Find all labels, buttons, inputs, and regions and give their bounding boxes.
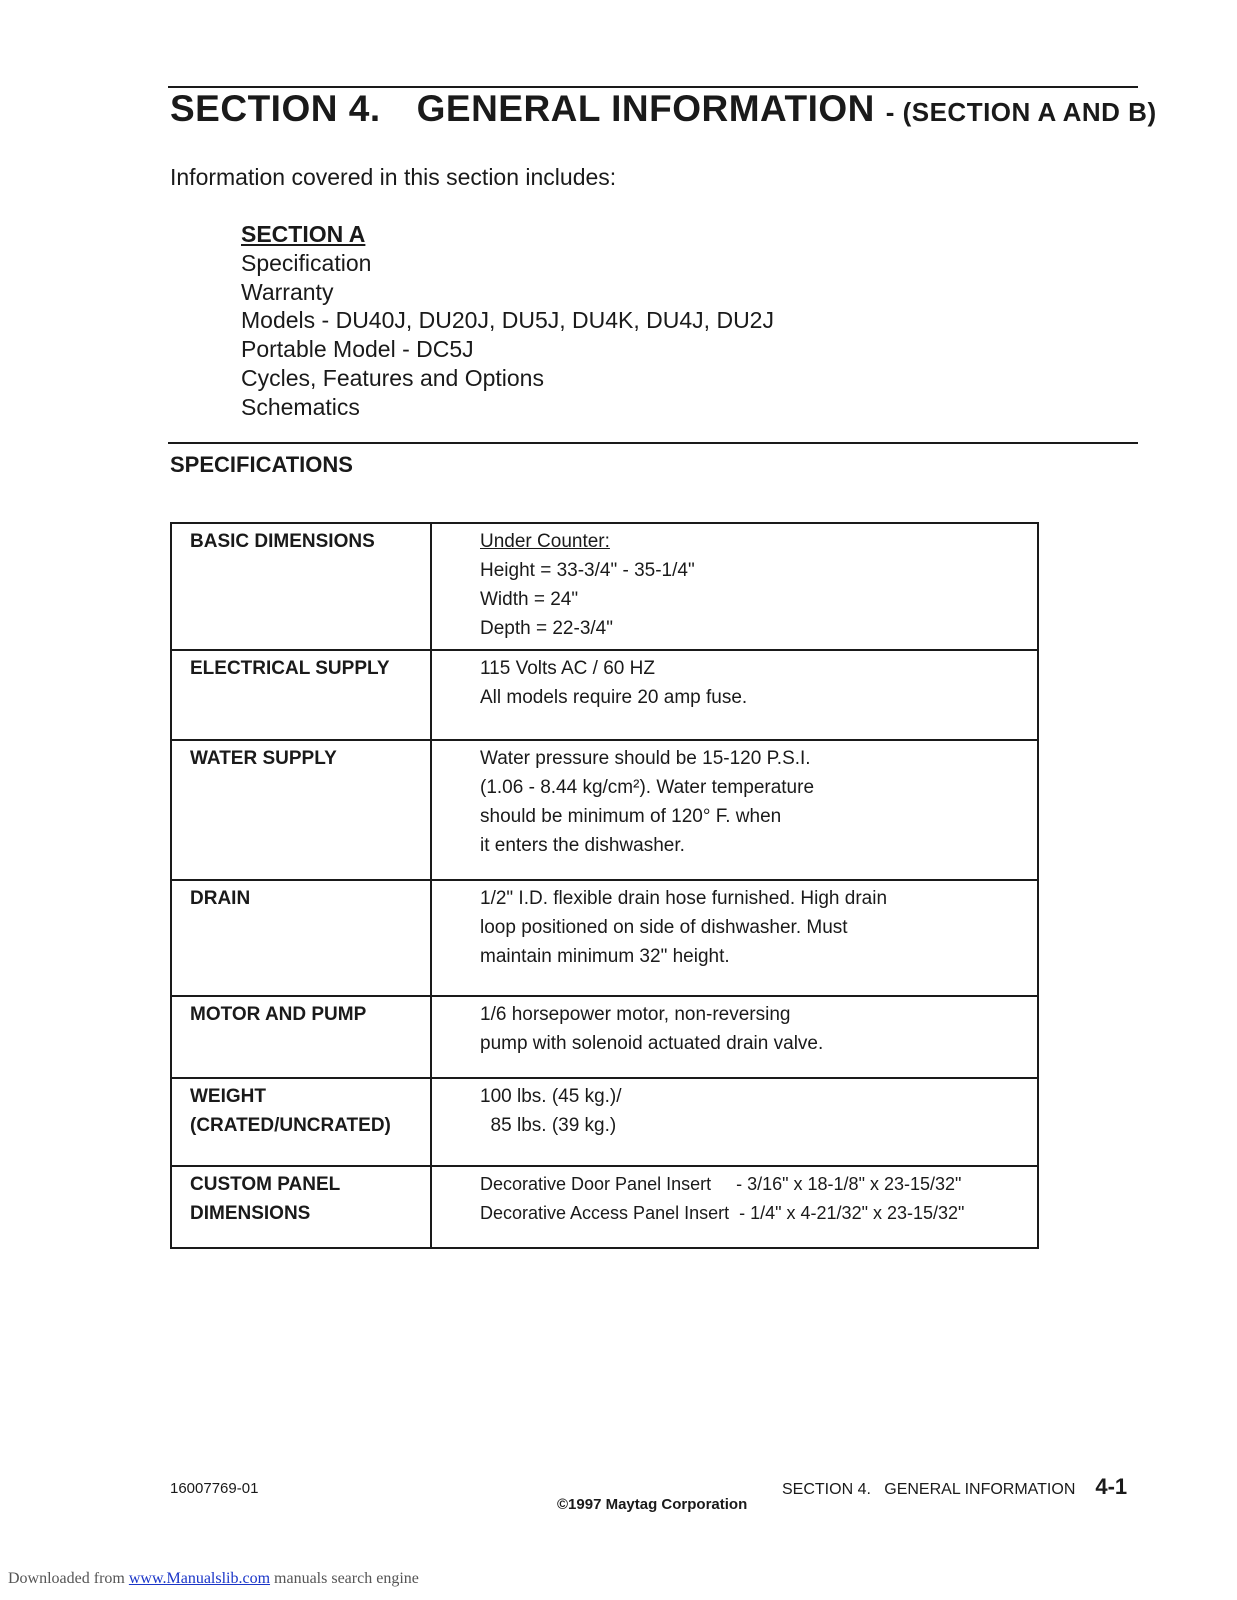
spec-value: 1/2" I.D. flexible drain hose furnished. High drain loop positioned on side of dishwasher. Must maintain minimum 32" height.: [431, 880, 1038, 996]
heading-title: GENERAL INFORMATION: [416, 88, 875, 129]
spec-value: 100 lbs. (45 kg.)/ 85 lbs. (39 kg.): [431, 1078, 1038, 1166]
spec-label: CUSTOM PANEL DIMENSIONS: [171, 1166, 431, 1248]
section-a-contents: [241, 220, 774, 422]
table-row: [171, 523, 1038, 650]
specifications-table: [170, 522, 1039, 1249]
intro-text: Information covered in this section includes:: [170, 164, 617, 190]
heading-section: SECTION 4.: [170, 88, 381, 129]
middle-rule: [168, 442, 1138, 444]
part-number: 16007769-01: [170, 1480, 259, 1497]
footer-section: [782, 1474, 1127, 1500]
download-suffix: manuals search engine: [270, 1570, 419, 1587]
toc-item: Specification: [241, 249, 372, 276]
copyright: ©1997 Maytag Corporation: [557, 1496, 748, 1513]
table-row: [171, 880, 1038, 996]
page-number: 4-1: [1095, 1474, 1128, 1499]
table-row: [171, 650, 1038, 740]
spec-value: Water pressure should be 15-120 P.S.I. (1.06 - 8.44 kg/cm²). Water temperature should be minimum of 120° F. when it enters the dishwasher.: [431, 740, 1038, 880]
section-a-title: SECTION A: [241, 221, 366, 247]
specifications-title: SPECIFICATIONS: [170, 452, 353, 477]
spec-label: MOTOR AND PUMP: [171, 996, 431, 1078]
table-row: [171, 1166, 1038, 1248]
page-heading: [170, 88, 1157, 130]
download-prefix: Downloaded from: [8, 1570, 129, 1587]
manualslib-link[interactable]: www.Manualslib.com: [128, 1570, 271, 1587]
download-banner: [8, 1570, 419, 1588]
toc-item: Cycles, Features and Options: [241, 364, 544, 391]
spec-value: 115 Volts AC / 60 HZ All models require 20 amp fuse.: [431, 650, 1038, 740]
table-row: [171, 740, 1038, 880]
toc-item: Warranty: [241, 278, 334, 305]
footer-section-label: SECTION 4. GENERAL INFORMATION: [782, 1481, 1076, 1498]
spec-label: WATER SUPPLY: [171, 740, 431, 880]
heading-suffix: - (SECTION A AND B): [885, 97, 1157, 127]
toc-item: Models - DU40J, DU20J, DU5J, DU4K, DU4J, DU2J: [241, 307, 774, 334]
table-row: [171, 1078, 1038, 1166]
spec-value: Under Counter: Height = 33-3/4" - 35-1/4" Width = 24" Depth = 22-3/4": [431, 523, 1038, 650]
spec-label: ELECTRICAL SUPPLY: [171, 650, 431, 740]
toc-item: Portable Model - DC5J: [241, 336, 474, 363]
table-row: [171, 996, 1038, 1078]
spec-label: DRAIN: [171, 880, 431, 996]
spec-value: Decorative Door Panel Insert - 3/16" x 18-1/8" x 23-15/32" Decorative Access Panel Insert - 1/4" x 4-21/32" x 23-15/32": [431, 1166, 1038, 1248]
spec-value: 1/6 horsepower motor, non-reversing pump with solenoid actuated drain valve.: [431, 996, 1038, 1078]
toc-item: Schematics: [241, 393, 360, 420]
spec-label: BASIC DIMENSIONS: [171, 523, 431, 650]
spec-label: WEIGHT (CRATED/UNCRATED): [171, 1078, 431, 1166]
